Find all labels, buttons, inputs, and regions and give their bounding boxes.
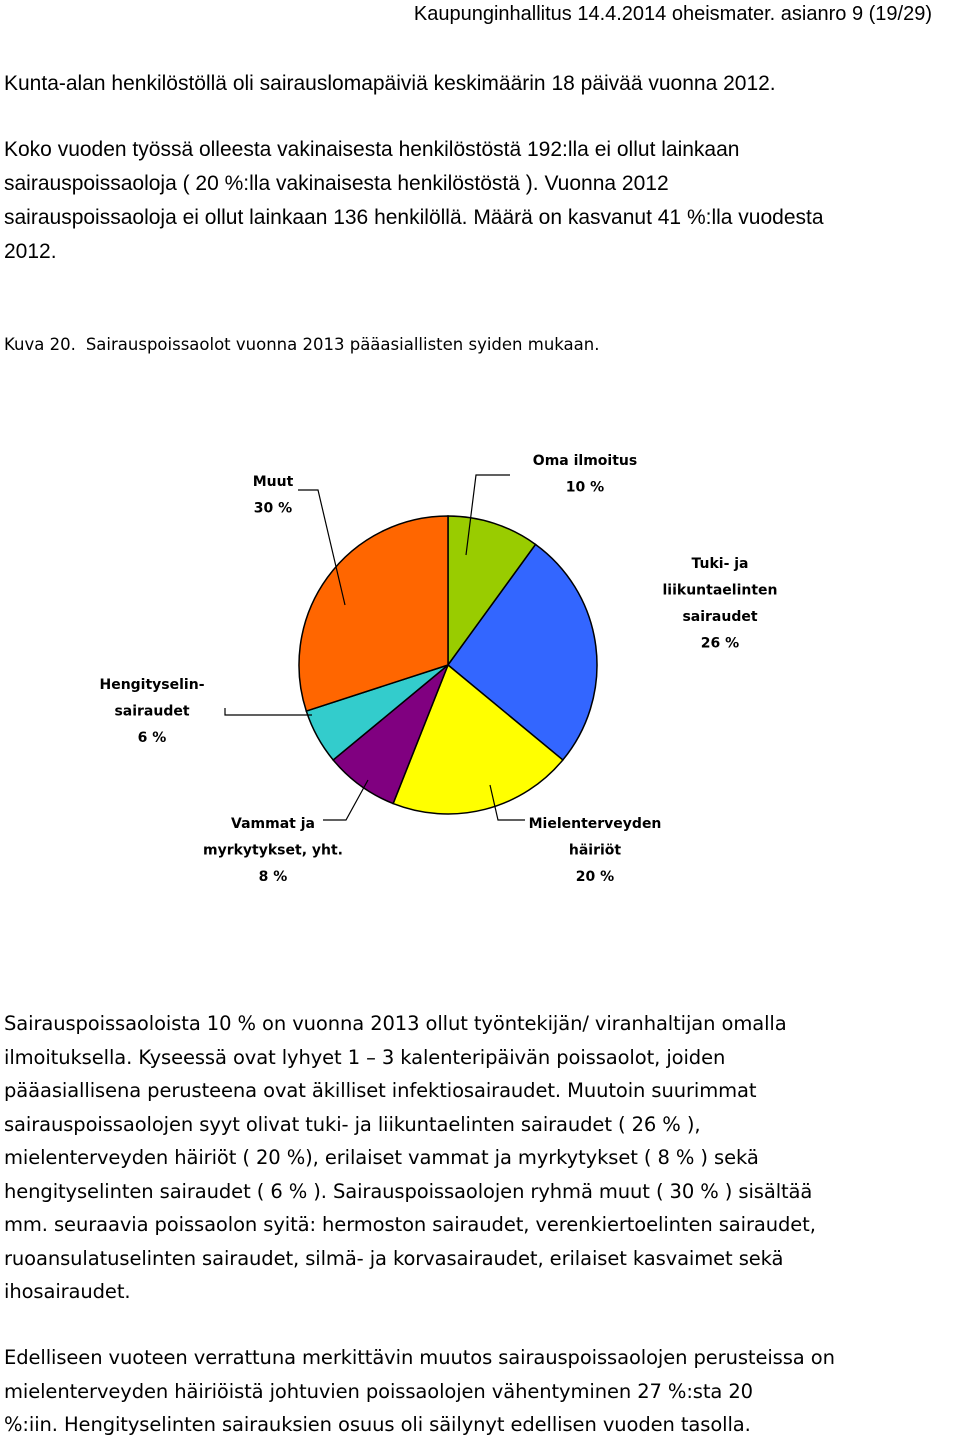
figure-caption-label: Kuva 20.: [4, 335, 76, 354]
pie-chart: [0, 430, 960, 900]
body-line: hengityselinten sairaudet ( 6 % ). Sairauspoissaolojen ryhmä muut ( 30 % ) sisältää: [4, 1179, 813, 1203]
closing-line: mielenterveyden häiriöistä johtuvien poissaolojen vähentyminen 27 %:sta 20: [4, 1379, 753, 1403]
slice-percent-label: 30 %: [253, 500, 293, 517]
body-line: ihosairaudet.: [4, 1280, 131, 1303]
slice-category-label: häiriöt: [568, 842, 622, 859]
closing-paragraph: [4, 1341, 956, 1442]
body-line: mm. seuraavia poissaolon syitä: hermoston sairaudet, verenkiertoelinten sairaudet,: [4, 1213, 816, 1236]
intro-line: [4, 201, 956, 235]
intro-line: Koko vuoden työssä olleesta vakinaisesta henkilöstöstä 192:lla ei ollut lainkaan: [4, 138, 740, 161]
closing-line: %:iin. Hengityselinten sairauksien osuus oli säilynyt edellisen vuoden tasolla.: [4, 1413, 751, 1436]
slice-percent-label: 6 %: [137, 730, 167, 746]
body-line: pääasiallisena perusteena ovat äkilliset infektiosairaudet. Muutoin suurimmat: [4, 1079, 757, 1102]
slice-category-label: Vammat ja: [231, 816, 315, 832]
body-line: sairauspoissaolojen syyt olivat tuki- ja liikuntaelinten sairaudet ( 26 % ),: [4, 1112, 701, 1136]
body-paragraph: [4, 1007, 956, 1309]
body-line: ruoansulatuselinten sairaudet, silmä- ja korvasairaudet, erilaiset kasvaimet sekä: [4, 1246, 784, 1270]
slice-percent-label: 8 %: [258, 869, 288, 885]
slice-category-label: Tuki- ja: [691, 556, 749, 572]
slice-category-label: sairaudet: [114, 703, 190, 720]
intro-paragraph-2: [4, 133, 956, 269]
intro-line-part: sairauspoissaoloja ( 20 %:lla vakinaisesta henkilöstöstä ).: [4, 172, 539, 195]
intro-line-part: Vuonna 2012: [544, 172, 669, 195]
document-header: Kaupunginhallitus 14.4.2014 oheismater. asianro 9 (19/29): [413, 3, 932, 25]
slice-category-label: sairaudet: [682, 609, 758, 625]
body-line: mielenterveyden häiriöt ( 20 %), erilaiset vammat ja myrkytykset ( 8 % ) sekä: [4, 1146, 759, 1169]
slice-category-label: Hengityselin-: [99, 677, 205, 693]
slice-percent-label: 20 %: [575, 869, 615, 885]
slice-category-label: Mielenterveyden: [528, 816, 662, 832]
intro-paragraph-1: Kunta-alan henkilöstöllä oli sairauslomapäiviä keskimäärin 18 päivää vuonna 2012.: [4, 72, 776, 95]
intro-line-part: Määrä on kasvanut 41 %:lla vuodesta: [473, 206, 824, 229]
slice-category-label: liikuntaelinten: [662, 582, 778, 599]
slice-category-label: Oma ilmoitus: [532, 453, 638, 469]
intro-line-part: sairauspoissaoloja ei ollut lainkaan 136 henkilöllä.: [4, 206, 468, 229]
figure-caption-text: Sairauspoissaolot vuonna 2013 pääasiallisten syiden mukaan.: [85, 335, 600, 354]
leader-line: [225, 708, 312, 715]
body-line: Sairauspoissaoloista 10 % on vuonna 2013 ollut työntekijän/ viranhaltijan omalla: [4, 1012, 787, 1035]
pie-slices: [299, 516, 597, 814]
figure-caption: [4, 335, 609, 354]
slice-category-label: Muut: [252, 474, 294, 490]
closing-line: Edelliseen vuoteen verrattuna merkittävin muutos sairauspoissaolojen perusteissa on: [4, 1346, 835, 1369]
intro-line: 2012.: [4, 240, 57, 263]
slice-percent-label: 10 %: [565, 479, 605, 496]
intro-line: [4, 167, 956, 201]
slice-category-label: myrkytykset, yht.: [203, 842, 343, 859]
body-line: ilmoituksella. Kyseessä ovat lyhyet 1 – 3 kalenteripäivän poissaolot, joiden: [4, 1045, 726, 1069]
slice-percent-label: 26 %: [700, 635, 740, 652]
